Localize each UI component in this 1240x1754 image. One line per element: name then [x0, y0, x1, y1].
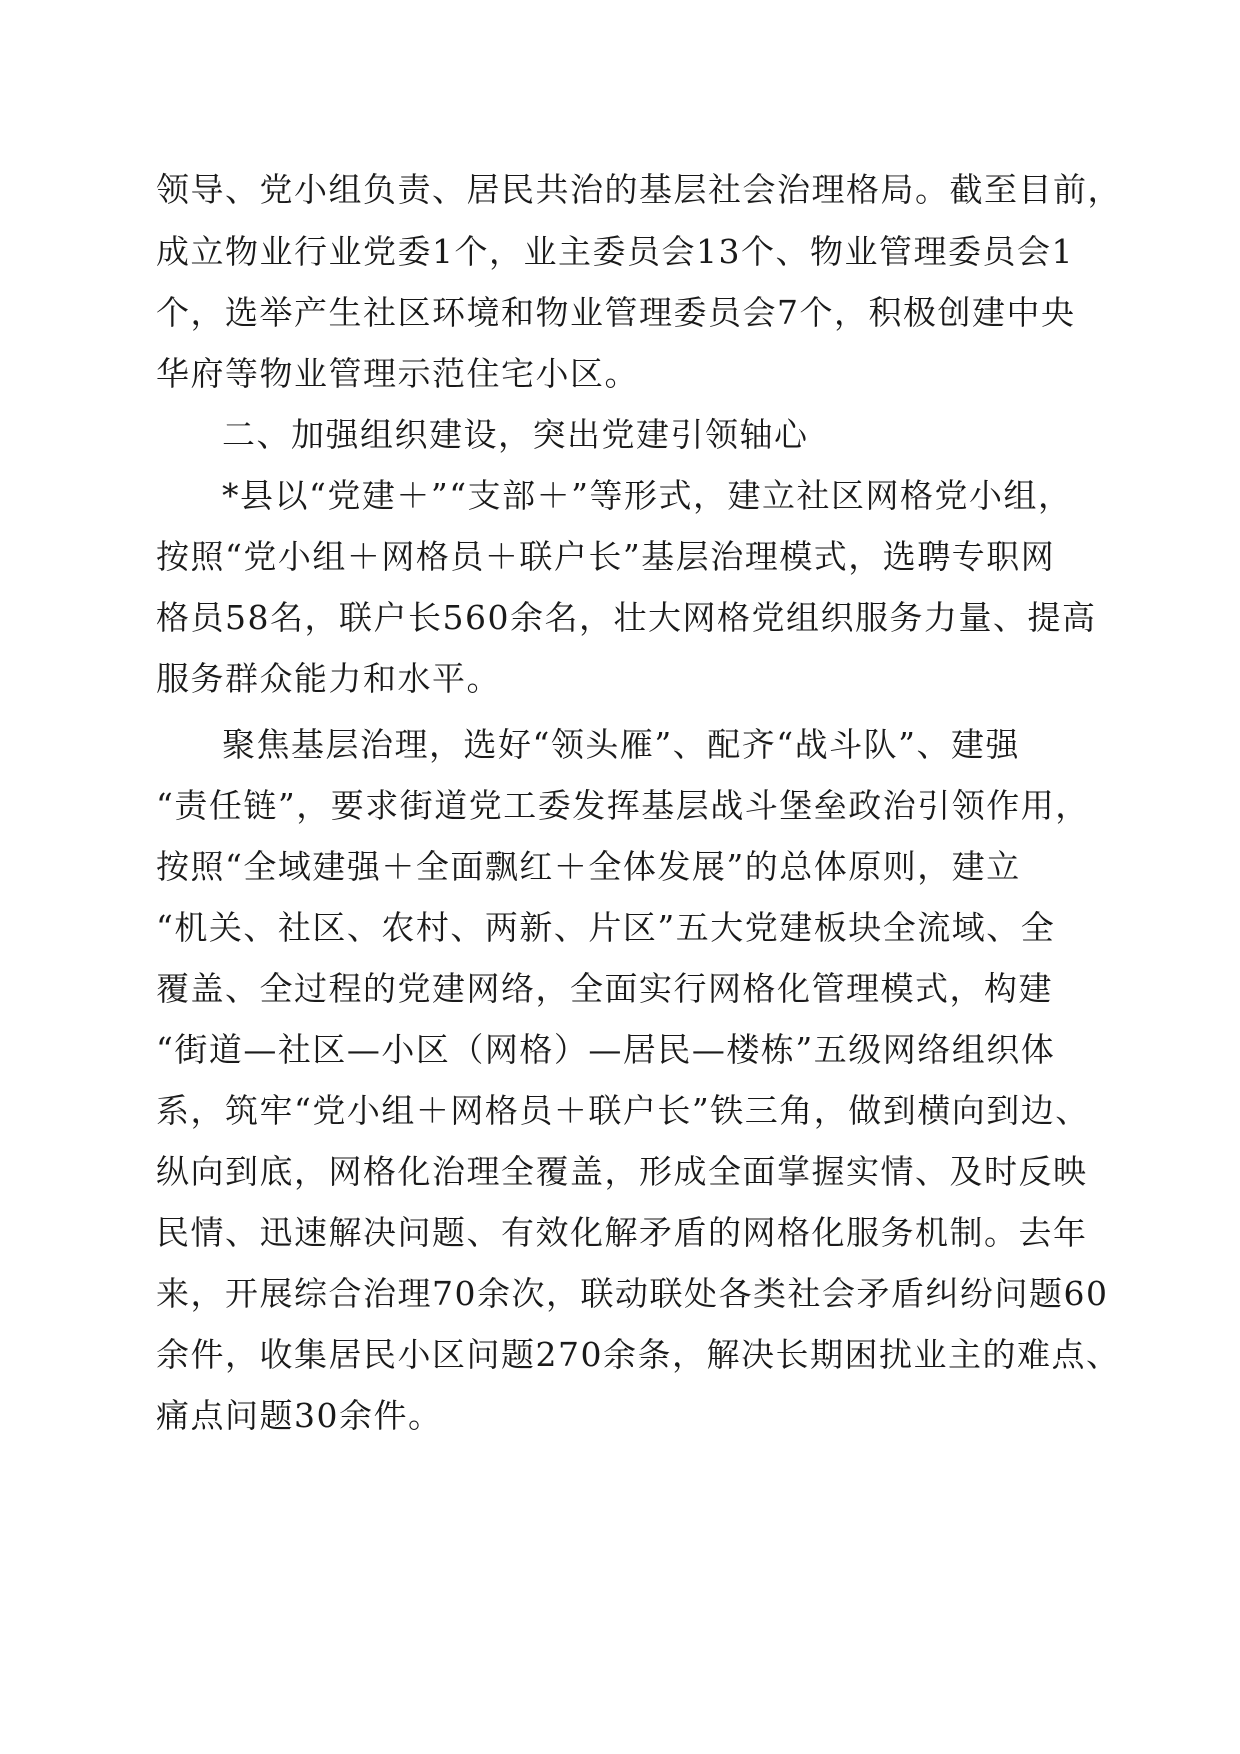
text-line: 聚焦基层治理，选好“领头雁”、配齐“战斗队”、建强 — [222, 725, 1020, 764]
text-line: “机关、社区、农村、两新、片区”五大党建板块全流域、全 — [156, 908, 1056, 947]
text-line: 个，选举产生社区环境和物业管理委员会7个，积极创建中央 — [156, 293, 1076, 332]
text-line: 覆盖、全过程的党建网络，全面实行网格化管理模式，构建 — [156, 969, 1053, 1008]
text-line: 成立物业行业党委1个，业主委员会13个、物业管理委员会1 — [156, 232, 1074, 271]
text-line: 格员58名，联户长560余名，壮大网格党组织服务力量、提高 — [156, 598, 1097, 637]
section-heading: 二、加强组织建设，突出党建引领轴心 — [222, 415, 809, 454]
text-line: 来，开展综合治理70余次，联动联处各类社会矛盾纠纷问题60 — [156, 1274, 1109, 1313]
text-line: “责任链”，要求街道党工委发挥基层战斗堡垒政治引领作用， — [156, 786, 1090, 825]
text-line: 领导、党小组负责、居民共治的基层社会治理格局。截至目前， — [156, 170, 1122, 209]
text-line: 余件，收集居民小区问题270余条，解决长期困扰业主的难点、 — [156, 1335, 1121, 1374]
text-line: “街道—社区—小区（网格）—居民—楼栋”五级网络组织体 — [156, 1030, 1056, 1069]
text-line: 纵向到底，网格化治理全覆盖，形成全面掌握实情、及时反映 — [156, 1152, 1088, 1191]
text-line: 系，筑牢“党小组＋网格员＋联户长”铁三角，做到横向到边、 — [156, 1091, 1090, 1130]
text-line: 服务群众能力和水平。 — [156, 659, 501, 698]
text-line: 民情、迅速解决问题、有效化解矛盾的网格化服务机制。去年 — [156, 1213, 1088, 1252]
text-line: 华府等物业管理示范住宅小区。 — [156, 354, 639, 393]
text-line: 按照“全域建强＋全面飘红＋全体发展”的总体原则，建立 — [156, 847, 1021, 886]
text-line: *县以“党建＋”“支部＋”等形式，建立社区网格党小组， — [222, 476, 1073, 515]
text-line: 按照“党小组＋网格员＋联户长”基层治理模式，选聘专职网 — [156, 537, 1056, 576]
text-line: 痛点问题30余件。 — [156, 1396, 443, 1435]
